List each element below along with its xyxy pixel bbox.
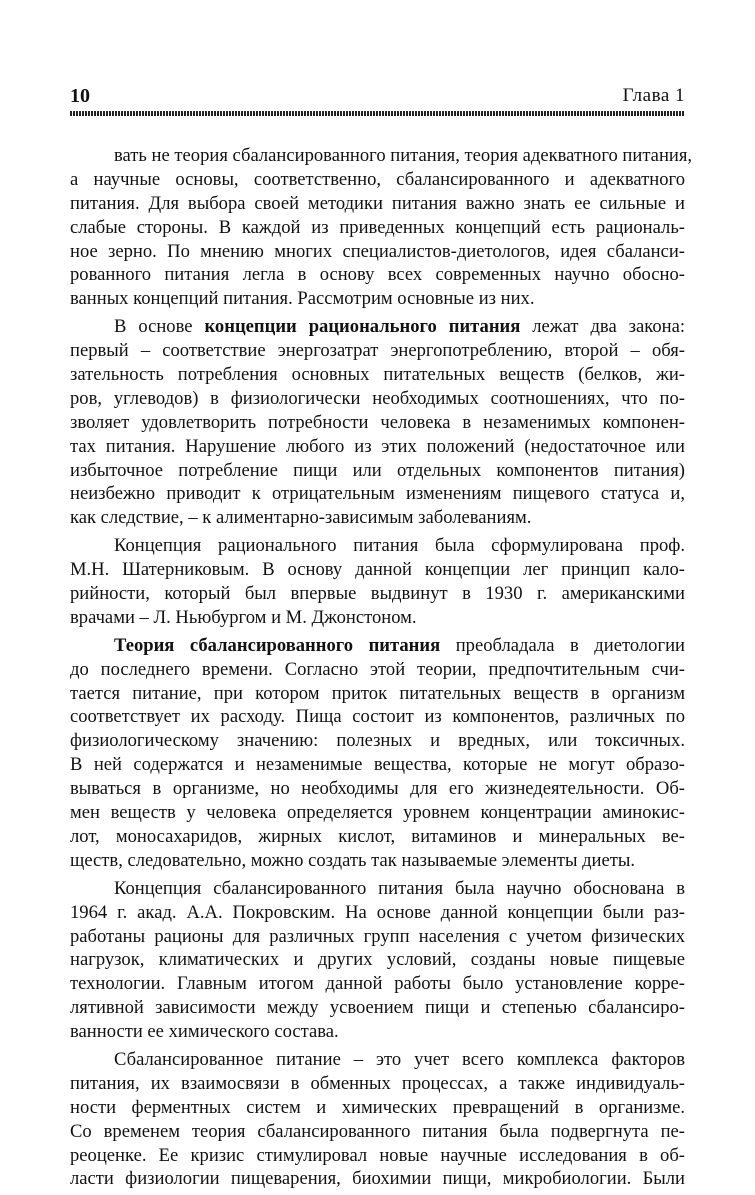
text-line: вываться в организме, но необходимы для его жизнедеятельности. Об- bbox=[70, 778, 685, 800]
text-line: зволяет удовлетворить потребности человека в незаменимых компонен- bbox=[70, 411, 685, 433]
text-line: ванности ее химического состава. bbox=[70, 1021, 339, 1043]
text-line: физиологическому значению: полезных и вредных, или токсичных. bbox=[70, 730, 685, 752]
text-line: неизбежно приводит к отрицательным изменениям пищевого статуса и, bbox=[70, 483, 685, 505]
text-line: до последнего времени. Согласно этой теории, предпочтительным счи- bbox=[70, 658, 685, 680]
page-number: 10 bbox=[70, 85, 90, 107]
text-line: ное зерно. По мнению многих специалистов-диетологов, идея сбаланси- bbox=[70, 240, 685, 262]
text-line: врачами – Л. Ньюбургом и М. Джонстоном. bbox=[70, 606, 417, 628]
text-line: лот, моносахаридов, жирных кислот, витаминов и минеральных ве- bbox=[70, 825, 685, 847]
text-line: слабые стороны. В каждой из приведенных концепций есть рациональ- bbox=[70, 216, 685, 238]
text-line: работаны рационы для различных групп населения с учетом физических bbox=[70, 925, 685, 947]
text-line: зательность потребления основных питательных веществ (белков, жи- bbox=[70, 364, 685, 386]
text-line: Сбалансированное питание – это учет всего комплекса факторов bbox=[114, 1048, 685, 1070]
text-line: тается питание, при котором приток питательных веществ в организм bbox=[70, 682, 685, 704]
text-line: ров, углеводов) в физиологически необходимых соотношениях, что по- bbox=[70, 387, 685, 409]
bold-term: концепции рационального питания bbox=[204, 316, 521, 338]
text-line: ласти физиологии пищеварения, биохимии пищи, микробиологии. Были bbox=[70, 1168, 685, 1190]
text-line: ванных концепций питания. Рассмотрим основные из них. bbox=[70, 288, 535, 310]
text-line: рийности, который был впервые выдвинут в 1930 г. американскими bbox=[70, 583, 685, 605]
text-line: рованного питания легла в основу всех современных научно обосно- bbox=[70, 264, 685, 286]
paragraph bbox=[70, 144, 693, 311]
text-line: ществ, следовательно, можно создать так называемые элементы диеты. bbox=[70, 849, 636, 871]
running-header bbox=[70, 84, 685, 108]
text-line: первый – соответствие энергозатрат энергопотреблению, второй – обя- bbox=[70, 340, 685, 362]
header-rule bbox=[70, 111, 685, 116]
text-line: Со временем теория сбалансированного питания была подвергнута пе- bbox=[70, 1120, 685, 1142]
text-line: мен веществ у человека определяется уровнем концентрации аминокис- bbox=[70, 802, 685, 824]
paragraph bbox=[70, 877, 685, 1044]
text-line: технологии. Главным итогом данной работы было установление корре- bbox=[70, 973, 685, 995]
paragraph bbox=[70, 315, 685, 530]
text-line: реоценке. Ее кризис стимулировал новые научные исследования в об- bbox=[70, 1144, 685, 1166]
text-line: питания. Для выбора своей методики питания важно знать ее сильные и bbox=[70, 192, 685, 214]
chapter-title: Глава 1 bbox=[622, 85, 685, 106]
text-line: питания, их взаимосвязи в обменных процессах, а также индивидуаль- bbox=[70, 1072, 685, 1094]
text-line: вать не теория сбалансированного питания, теория адекватного питания, bbox=[114, 145, 693, 166]
text-line: нагрузок, климатических и других условий, созданы новые пищевые bbox=[70, 949, 685, 971]
text-line: Концепция сбалансированного питания была научно обоснована в bbox=[114, 877, 685, 899]
text-line: как следствие, – к алиментарно-зависимым заболеваниям. bbox=[70, 507, 532, 529]
text-line: ности ферментных систем и химических превращений в организме. bbox=[70, 1096, 685, 1118]
paragraph bbox=[70, 634, 685, 873]
text-line: а научные основы, соответственно, сбалансированного и адекватного bbox=[70, 168, 685, 190]
paragraph bbox=[70, 534, 685, 630]
text-line: 1964 г. акад. А.А. Покровским. На основе данной концепции были раз- bbox=[70, 901, 685, 923]
text-line: избыточное потребление пищи или отдельных компонентов питания) bbox=[70, 459, 685, 481]
bold-term: Теория сбалансированного питания bbox=[114, 634, 441, 656]
text-line: Концепция рационального питания была сформулирована проф. bbox=[114, 535, 685, 557]
body-text bbox=[70, 144, 693, 1195]
text-line: лятивной зависимости между усвоением пищи и степенью сбалансиро- bbox=[70, 997, 685, 1019]
text-line: М.Н. Шатерниковым. В основу данной концепции лег принцип кало- bbox=[70, 559, 685, 581]
paragraph bbox=[70, 1048, 685, 1191]
text-line: В ней содержатся и незаменимые вещества, которые не могут образо- bbox=[70, 754, 685, 776]
text-line: соответствует их расходу. Пища состоит из компонентов, различных по bbox=[70, 706, 685, 728]
text-line: тах питания. Нарушение любого из этих положений (недостаточное или bbox=[70, 435, 685, 457]
text-line: В основе концепции рационального питания лежат два закона: bbox=[114, 316, 686, 338]
text-line: Теория сбалансированного питания преобладала в диетологии bbox=[114, 634, 685, 656]
